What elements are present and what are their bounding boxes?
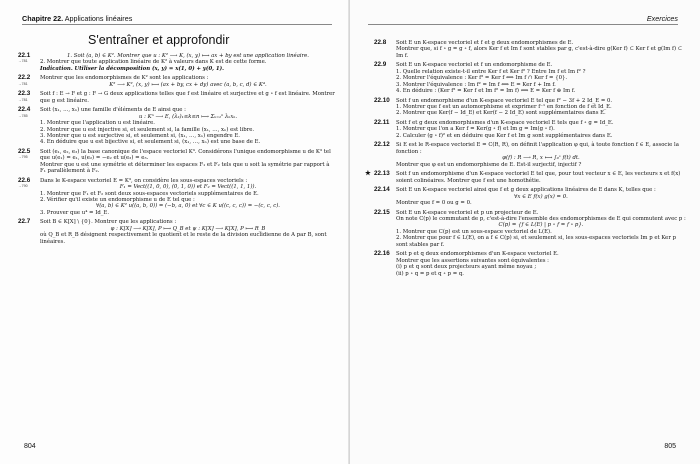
exercise-number-text: 22.3 [18, 90, 31, 98]
exercise-number-text: 22.2 [18, 74, 31, 82]
exercise-body [396, 251, 686, 277]
exercise [18, 53, 336, 72]
exercise-number [374, 120, 396, 139]
exercise-number [374, 210, 396, 248]
exercise-number-text: 22.15 [374, 208, 390, 216]
exercise-line: 2. Vérifier qu'il existe un endomorphisme u de E tel que : [40, 197, 195, 204]
difficulty-star-icon: ★ [365, 170, 371, 178]
exercise-line: Soit E un K-espace vectoriel et p un projecteur de E. [396, 209, 539, 216]
exercise-number [374, 98, 396, 117]
exercise-line: F₁ = Vect((1, 0, 0), (0, 1, 0)) et F₂ = Vect((1, 1, 1)). [119, 184, 257, 191]
exercise-list-left [18, 53, 336, 248]
exercise-line: 1. Soit (a, b) ∈ K². Montrer que u : K² ⟶ K, (x, y) ⟼ ax + by est une application linéaire. [66, 53, 310, 59]
exercise-line: 2. Montrer que pour f ∈ L(E), on a f ∈ C(p) si, et seulement si, les sous-espaces vectoriels Im p et Ker p sont stables par f. [396, 235, 677, 248]
exercise-line: Montrer que les assertions suivantes sont équivalentes : [396, 257, 549, 264]
exercise-line: φ : K[X] ⟶ K[X], P ⟼ Q_B et ψ : K[X] ⟶ K[X], P ⟼ R_B [110, 225, 266, 232]
exercise-number-text: 22.13 [374, 170, 390, 178]
exercise-line: C(p) = {f ∈ L(E) | p ∘ f = f ∘ p}. [498, 222, 584, 229]
exercise-line: Indication. Utiliser la décomposition (x, y) = x(1, 0) + y(0, 1). [40, 65, 224, 72]
exercise [374, 98, 686, 117]
exercise [365, 170, 686, 184]
exercise-body [396, 142, 686, 168]
exercise [374, 120, 686, 139]
exercise-line: φ(f) : R ⟶ R, x ⟼ ∫₀ˣ f(t) dt. [502, 155, 580, 162]
exercise-line: Dans le K-espace vectoriel E = K³, on considère les sous-espaces vectoriels : [40, 177, 248, 184]
exercise-number-text: 22.1 [18, 52, 31, 59]
chapter-title: Applications linéaires [64, 14, 133, 23]
exercise-line: Montrer que f = 0 ou g = 0. [396, 200, 472, 207]
cross-reference: →795 [18, 155, 28, 160]
exercise [374, 62, 686, 94]
exercise-number-text: 22.14 [374, 186, 390, 194]
exercise-line: Soit f un endomorphisme d'un K-espace vectoriel E tel que f² − 3f + 2 Id_E = 0. [396, 97, 613, 104]
exercise [374, 40, 686, 59]
right-page [350, 0, 700, 464]
exercise-line: (ii) p ∘ q = p et q ∘ p = q. [396, 270, 464, 277]
cross-reference: →785 [18, 113, 28, 118]
exercise-line: Soit E un K-espace vectoriel ainsi que f et g deux applications linéaires de E dans K, telles que : [396, 187, 656, 194]
exercise-body [396, 98, 686, 117]
exercise-line: Montrer que u est une symétrie et déterminer les espaces F₁ et F₂ tels que u soit la symétrie par rapport à F₁ parallèlement à F₂. [40, 161, 330, 175]
exercise-number [18, 178, 40, 216]
exercise-line: K² ⟶ K², (x, y) ⟼ (ax + by, cx + dy) avec (a, b, c, d) ∈ K⁴. [109, 81, 267, 88]
exercise-number-text: 22.7 [18, 218, 31, 226]
exercise-line: 2. Montrer que Ker(f − Id_E) et Ker(f − 2 Id_E) sont supplémentaires dans E. [396, 110, 606, 117]
exercise-line: 2. Calculer (g ∘ f)² et en déduire que Ker f et Im g sont supplémentaires dans E. [396, 132, 613, 139]
exercise-line: 2. Montrer que toute application linéaire de K² à valeurs dans K est de cette forme. [40, 59, 267, 66]
exercise-line: 1. Montrer que l'application u est linéaire. [40, 120, 156, 127]
exercise-line: 2. Montrer l'équivalence : Ker f² = Ker f ⟺ Im f ∩ Ker f = {0}. [396, 75, 568, 82]
exercise-number-text: 22.11 [374, 119, 390, 127]
exercise-list-right [365, 39, 686, 280]
exercise-line: Soit (x₁, …, xₙ) une famille d'éléments de E ainsi que : [40, 107, 186, 114]
chapter-label: Chapitre 22. [22, 14, 64, 23]
exercise-line: où Q_B et R_B désignent respectivement le quotient et le reste de la division euclidienne de A par B, sont linéaires. [40, 232, 327, 245]
exercise-line: Soit (e₁, e₂, e₃) la base canonique de l'espace vectoriel K³. Considérons l'unique endomorphisme u de K³ tel que u(e₁) = e₁, u(e₂) = −e₂ et u(e₃) = e₃. [40, 149, 331, 162]
exercise-line: 3. Montrer l'équivalence : Im f² = Im f ⟺ E = Ker f + Im f. [396, 81, 556, 88]
exercise-number-text: 22.4 [18, 106, 31, 114]
exercise-body [396, 40, 686, 59]
exercise-body [40, 53, 336, 72]
header-rule [22, 24, 332, 25]
exercise-number [18, 219, 40, 245]
exercise-body [396, 171, 686, 184]
exercise-line: 1. Quelle relation existe-t-il entre Ker f et Ker f² ? Entre Im f et Im f² ? [396, 68, 586, 75]
exercise-line: Si E est le R-espace vectoriel E = C(R, R), on définit l'application φ qui, à toute fonction f ∈ E, associe la fonction : [396, 142, 679, 155]
exercise-line: (i) p et q sont deux projecteurs ayant même noyau ; [396, 264, 537, 271]
exercise [374, 251, 686, 277]
exercise-line: Soit f un endomorphisme d'un K-espace vectoriel E tel que, pour tout vecteur x ∈ E, les vecteurs x et f(x) soient colinéaires. Montrer que f est une homothétie. [396, 171, 681, 184]
exercise [18, 178, 336, 216]
exercise-line: 1. Montrer que C(p) est un sous-espace vectoriel de L(E). [396, 228, 552, 235]
exercise-number-text: 22.16 [374, 250, 390, 258]
cross-reference: →781 [18, 81, 28, 86]
exercise-body [40, 107, 336, 145]
exercise-number-text: 22.10 [374, 96, 390, 104]
exercise-line: 4. En déduire que u est bijective si, et seulement si, (x₁, …, xₙ) est une base de E. [40, 139, 261, 146]
page-number: 804 [24, 443, 36, 450]
exercise-line: 1. Montrer que F₁ et F₂ sont deux sous-espaces vectoriels supplémentaires de E. [40, 190, 259, 197]
exercise-body [396, 120, 686, 139]
exercise-line: 1. Montrer que l'on a Ker f = Ker(g ∘ f) et Im g = Im(g ∘ f). [396, 126, 555, 133]
exercise-line: Soit f : E → F et g : F → G deux applications telles que f est linéaire et surjective et g ∘ f est linéaire. Montrer que g est linéaire. [40, 91, 335, 104]
exercise-body [40, 75, 336, 88]
exercise-line: 3. Prouver que u⁴ = Id_E. [40, 209, 110, 216]
exercise-number [18, 149, 40, 175]
exercise-line: ∀x ∈ E f(x) g(x) = 0. [514, 193, 568, 200]
exercise-line: Montrer que, si f ∘ g = g ∘ f, alors Ker f et Im f sont stables par g, c'est-à-dire g(Ker f) ⊂ Ker f et g(Im f) ⊂ Im f. [396, 46, 683, 59]
exercise-number [374, 142, 396, 168]
exercise [374, 187, 686, 206]
exercise-line: On note C(p) le commutant de p, c'est-à-dire l'ensemble des endomorphismes de E qui commutent avec p : [396, 216, 686, 223]
exercise-body [40, 91, 336, 104]
header-rule [368, 24, 678, 25]
exercise-number-text: 22.9 [374, 61, 387, 69]
exercise-number [374, 62, 396, 94]
page-header [22, 14, 132, 23]
exercise-number-text: 22.8 [374, 39, 387, 46]
exercise-number [18, 53, 40, 72]
cross-reference: →790 [18, 184, 28, 189]
exercise-line: Montrer que φ est un endomorphisme de E. Est-il surjectif, injectif ? [396, 161, 582, 168]
exercise-line: 3. Montrer que u est surjective si, et seulement si, (x₁, …, xₙ) engendre E. [40, 133, 240, 140]
exercise [18, 75, 336, 88]
page-header: Exercices [646, 14, 678, 23]
exercise-number-text: 22.12 [374, 141, 390, 149]
exercise-body [40, 219, 336, 245]
exercise [18, 219, 336, 245]
exercise [374, 210, 686, 248]
section-title: S'entraîner et approfondir [88, 33, 230, 47]
exercise-line: 2. Montrer que u est injective si, et seulement si, la famille (x₁, …, xₙ) est libre. [40, 126, 255, 133]
exercise-line: ∀(a, b) ∈ K² u((a, b, 0)) = (−b, a, 0) et ∀c ∈ K u((c, c, c)) = −(c, c, c). [95, 203, 280, 210]
exercise [18, 91, 336, 104]
exercise-line: 4. En déduire : (Ker f² = Ker f et Im f² = Im f) ⟺ E = Ker f ⊕ Im f. [396, 88, 576, 95]
exercise-number-text: 22.6 [18, 176, 31, 184]
exercise-line: Soit E un K-espace vectoriel et f un endomorphisme de E. [396, 62, 553, 69]
exercise [374, 142, 686, 168]
exercise-number [365, 170, 396, 184]
exercise-body [396, 187, 686, 206]
exercise-line: Soit p et q deux endomorphismes d'un K-espace vectoriel E. [396, 251, 559, 258]
exercise-number [18, 91, 40, 104]
exercise-line: Montrer que les endomorphismes de K² sont les applications : [40, 75, 209, 82]
exercise-line: 1. Montrer que f est un automorphisme et exprimer f⁻¹ en fonction de f et Id_E. [396, 104, 612, 111]
exercise-line: Soit B ∈ K[X] \ {0}. Montrer que les applications : [40, 219, 177, 226]
exercise-body [396, 210, 686, 248]
exercise [18, 149, 336, 175]
exercise-number [374, 40, 396, 59]
exercise-line: u : Kⁿ ⟶ E, (λₖ)₁≤k≤n ⟼ Σₖ₌₁ⁿ λₖxₖ. [138, 113, 238, 120]
exercise-body [396, 62, 686, 94]
cross-reference: →781 [18, 97, 28, 102]
exercise-number [374, 187, 396, 206]
exercise-number-text: 22.5 [18, 148, 31, 156]
exercise-line: Soit E un K-espace vectoriel et f et g deux endomorphismes de E. [396, 40, 574, 46]
exercise-line: Soit f et g deux endomorphismes d'un K-espace vectoriel E tels que f ∘ g = Id_E. [396, 120, 614, 127]
exercise-number [18, 75, 40, 88]
exercise-number [18, 107, 40, 145]
exercise-number [374, 251, 396, 277]
exercise [18, 107, 336, 145]
exercise-body [40, 149, 336, 175]
page-number: 805 [664, 443, 676, 450]
exercise-body [40, 178, 336, 216]
cross-reference: →781 [18, 59, 28, 64]
